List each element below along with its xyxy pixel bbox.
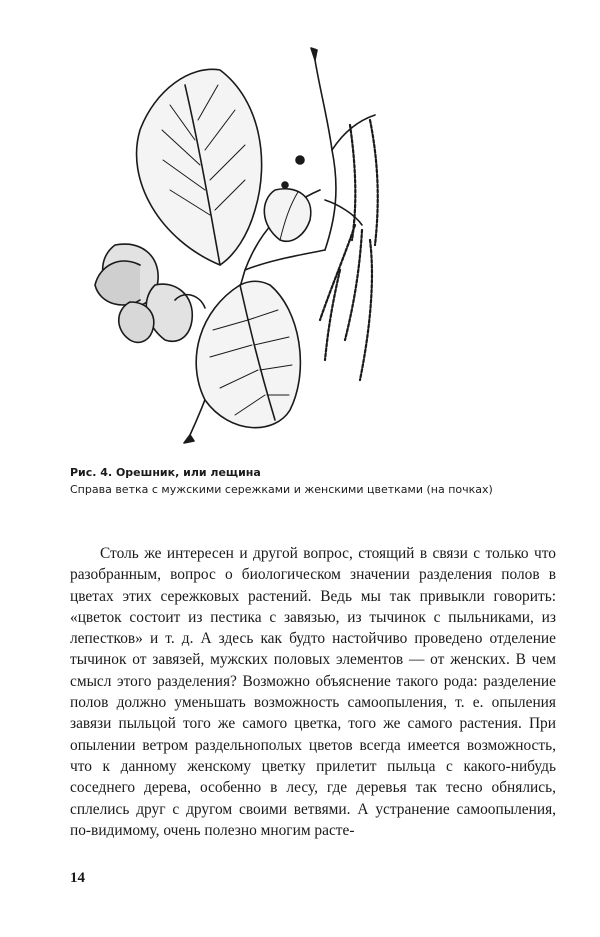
body-text: [70, 543, 556, 841]
hazel-branch-illustration: [70, 40, 590, 460]
caption-title: Рис. 4. Орешник, или лещина: [70, 466, 261, 479]
page-number: 14: [70, 870, 85, 886]
caption-text: Справа ветка с мужскими сережками и женскими цветками (на почках): [70, 483, 493, 496]
paragraph: Столь же интересен и другой вопрос, стоящий в связи с только что разобранным, вопрос о биологическом значении разделения полов в цветах этих сережковых растений. Ведь мы так привыкли говорить: «цветок состоит из пестика с завязью, из тычинок с пыльниками, из лепестков» и т. д. А здесь как будто настойчиво проведено отделение тычинок от завязей, мужских половых элементов — от женских. В чем смысл этого разделения? Возможно объяснение такого рода: разделение полов должно уменьшать возможность самоопыления, т. е. опыления завязи пыльцой того же самого цветка, того же самого растения. При опылении ветром раздельнополых цветов всегда имеется возможность, что к данному женскому цветку прилетит пыльца с какого-нибудь соседнего дерева, особенно в лесу, где деревья так тесно обнялись, сплелись друг с другом своими ветвями. А устранение самоопыления, по-видимому, очень полезно многим расте-: [70, 545, 556, 839]
figure-caption: [70, 464, 540, 498]
hazel-illustration-svg: [70, 40, 590, 460]
